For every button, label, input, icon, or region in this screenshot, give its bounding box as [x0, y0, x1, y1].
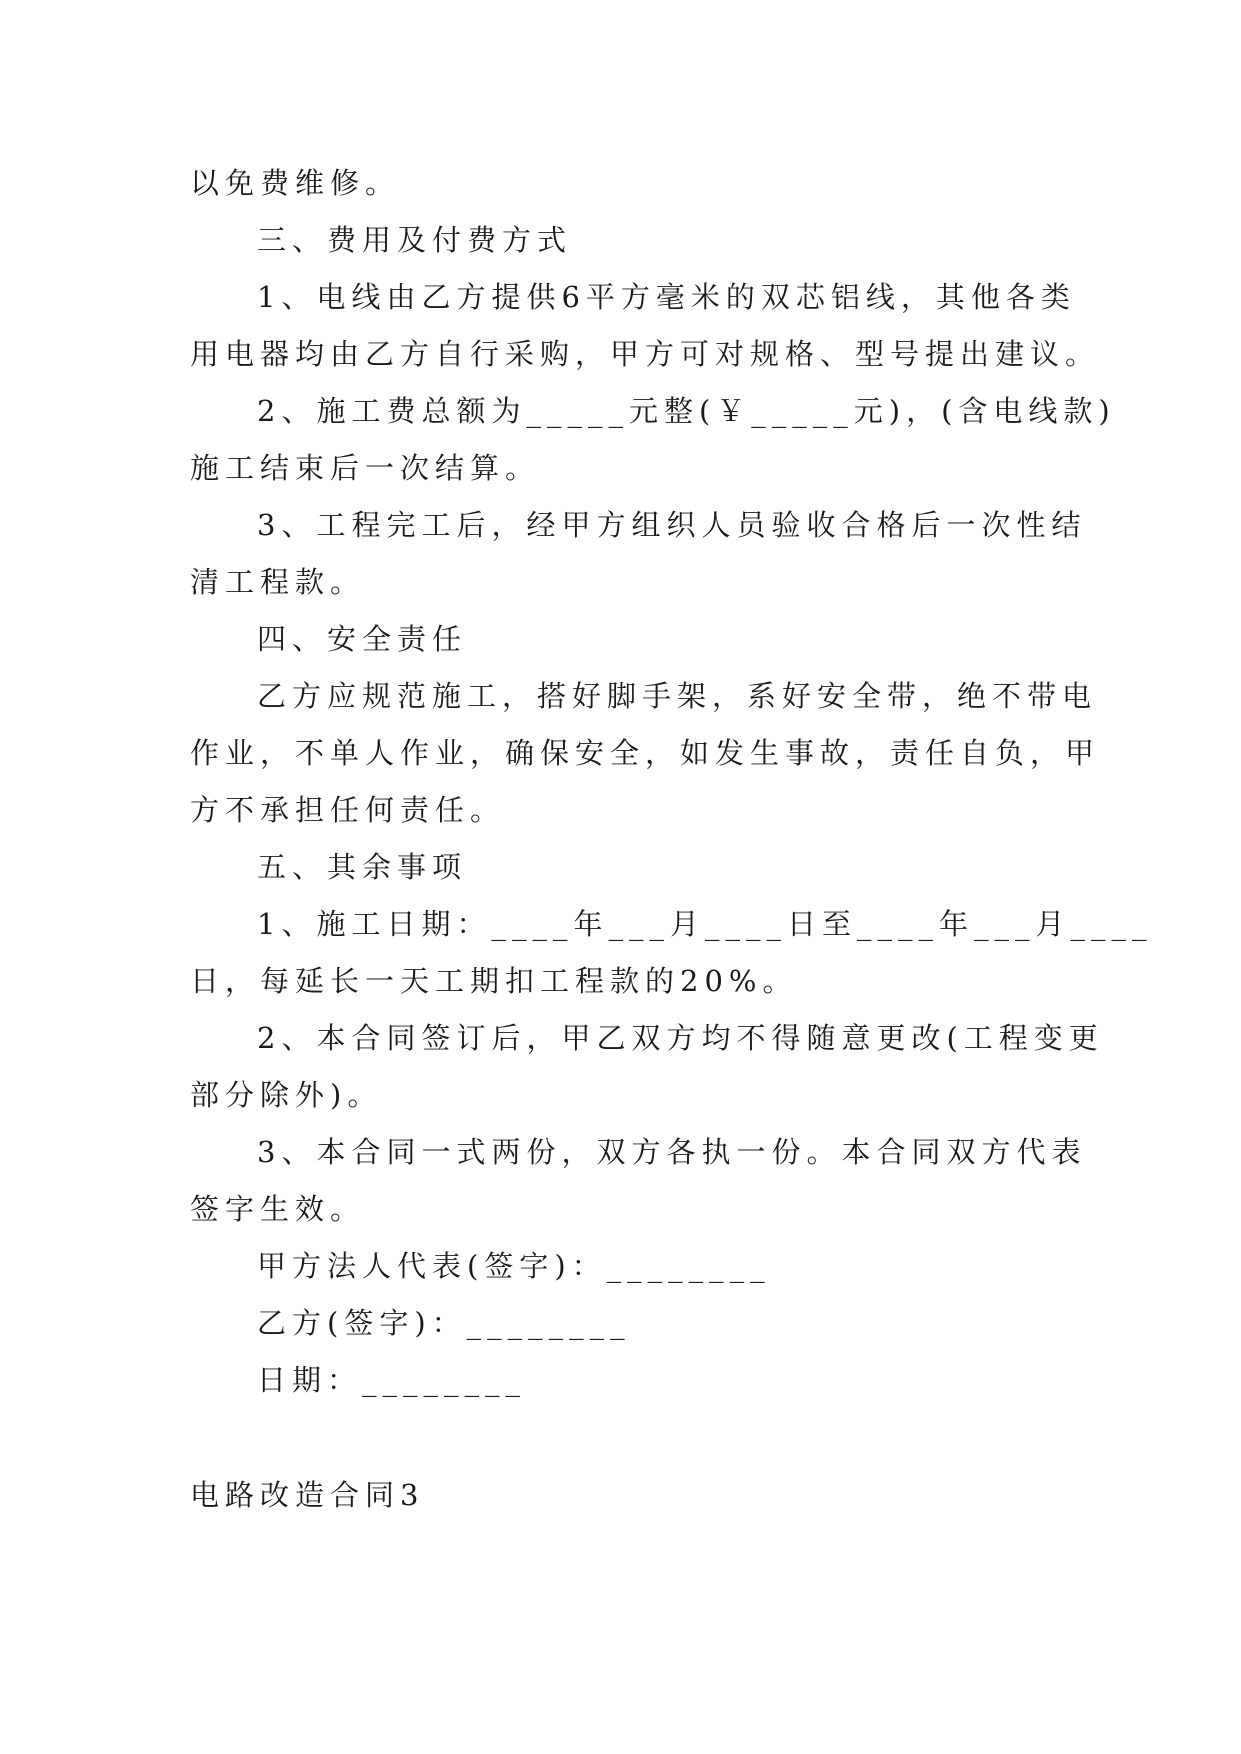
text-line: 施工结束后一次结算。: [190, 451, 541, 485]
signature-party-b: 乙方(签字)：________: [257, 1306, 631, 1340]
text-line: 部分除外)。: [190, 1078, 383, 1112]
signature-party-a: 甲方法人代表(签字)：________: [257, 1249, 771, 1283]
section-heading-fees: 三、费用及付费方式: [257, 223, 573, 257]
text-line: 1、施工日期：____年___月____日至____年___月____: [257, 907, 1153, 941]
text-line: 日，每延长一天工期扣工程款的20%。: [190, 964, 798, 998]
next-contract-title: 电路改造合同3: [190, 1478, 425, 1512]
text-line: 清工程款。: [190, 565, 366, 599]
text-line: 2、本合同签订后，甲乙双方均不得随意更改(工程变更: [257, 1021, 1104, 1055]
text-line: 方不承担任何责任。: [190, 793, 506, 827]
text-line: 作业，不单人作业，确保安全，如发生事故，责任自负，甲: [190, 736, 1101, 770]
text-line: 3、本合同一式两份，双方各执一份。本合同双方代表: [257, 1135, 1087, 1169]
text-line: 1、电线由乙方提供6平方毫米的双芯铝线，其他各类: [257, 280, 1076, 314]
text-line: 签字生效。: [190, 1192, 366, 1226]
text-line: 以免费维修。: [190, 166, 401, 200]
signature-date: 日期：________: [257, 1363, 527, 1397]
text-line: 3、工程完工后，经甲方组织人员验收合格后一次性结: [257, 508, 1087, 542]
text-line: 2、施工费总额为_____元整(￥_____元)，(含电线款): [257, 394, 1116, 428]
section-heading-safety: 四、安全责任: [257, 622, 468, 656]
section-heading-misc: 五、其余事项: [257, 850, 468, 884]
text-line: 乙方应规范施工，搭好脚手架，系好安全带，绝不带电: [257, 679, 1098, 713]
text-line: 用电器均由乙方自行采购，甲方可对规格、型号提出建议。: [190, 337, 1101, 371]
